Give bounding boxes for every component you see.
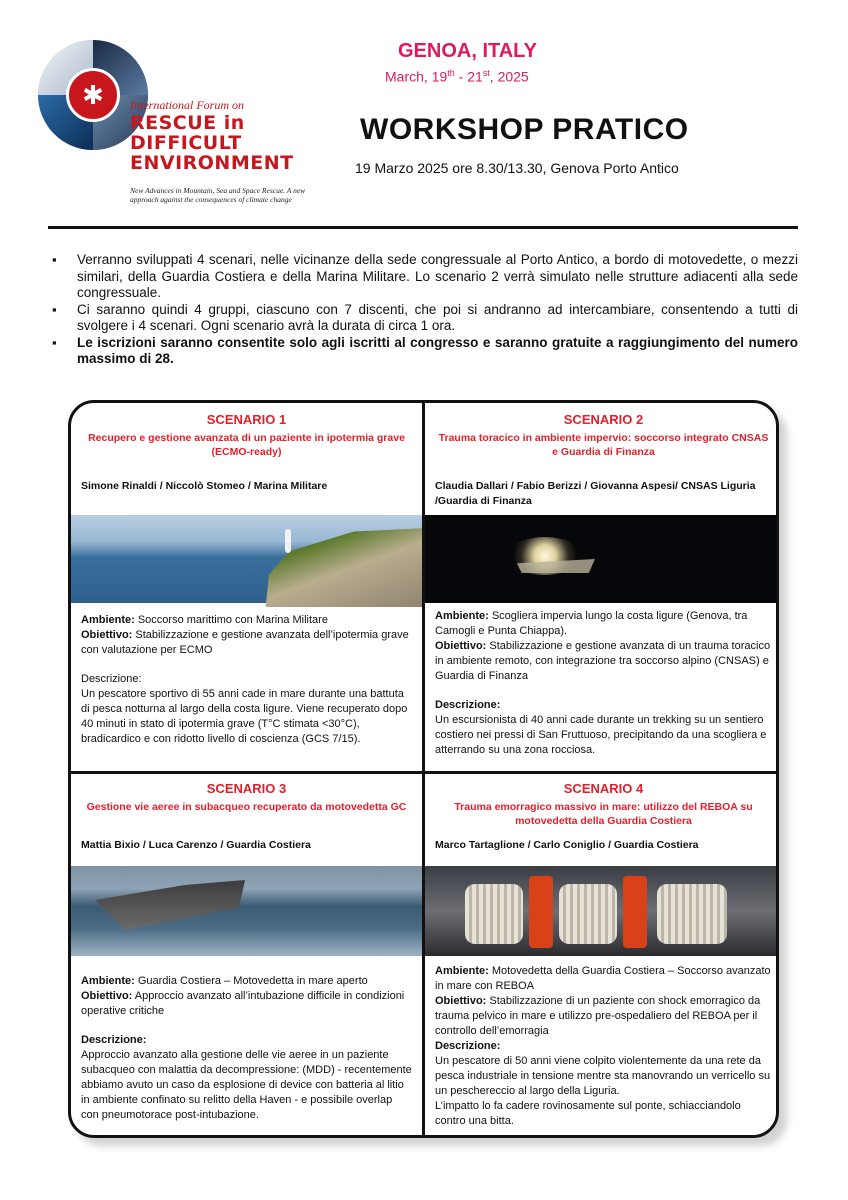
scenario-details: Ambiente: Motovedetta della Guardia Costiera – Soccorso avanzato in mare con REBOA Obiettivo: Stabilizzazione di un paziente con shock emorragico da trauma pelvico in mare e utilizzo pre-ospedaliero del REBOA per il controllo dell’emorragia Descrizione: Un pescatore di 50 anni viene colpito violentemente da una rete da pesca industriale in tensione mentre sta manovrando un verricello su un peschereccio al largo della Liguria. L’impatto lo fa cadere rovinosamente sul ponte, schiacciandolo contro una bitta. xyxy=(435,965,771,1127)
info-bullets xyxy=(52,252,798,368)
bullet-item: ▪ Verranno sviluppati 4 scenari, nelle vicinanze della sede congressuale al Porto Antico, a bordo di motovedette, o mezzi similari, della Guardia Costiera e della Marina Militare. Lo scenario 2 verrà simulato nelle strutture adiacenti alla sede congressuale. xyxy=(52,252,798,302)
scenario-instructors: Simone Rinaldi / Niccolò Stomeo / Marina Militare xyxy=(81,480,328,492)
forum-subtitle: New Advances in Mountain, Sea and Space Rescue. A new approach against the consequences of climate change xyxy=(130,186,306,204)
bullet-item: ▪ Ci saranno quindi 4 gruppi, ciascuno con 7 discenti, che poi si andranno ad intercambiare, consentendo a tutti di svolgere i 4 scenari. Ogni scenario avrà la durata di circa 1 ora. xyxy=(52,302,798,335)
forum-name: RESCUE in DIFFICULT ENVIRONMENT xyxy=(130,112,294,174)
scenario-details: Ambiente: Guardia Costiera – Motovedetta in mare aperto Obiettivo: Approccio avanzato all’intubazione difficile in condizioni operative critiche Descrizione: Approccio avanzato alla gestione delle vie aeree in un paziente subacqueo con malattia da decompressione: (MDD) - recentemente abbiamo avuto un caso da esplosione di device con batteria al litio in ambiente confinato su relitto della Haven - e possibile overlap con pneumotorace post-intubazione. xyxy=(81,975,412,1121)
scenario-details: Ambiente: Scogliera impervia lungo la costa ligure (Genova, tra Camogli e Punta Chiappa). Obiettivo: Stabilizzazione e gestione avanzata di un trauma toracico in ambiente remoto, con integrazione tra soccorso alpino (CNSAS) e Guardia di Finanza Descrizione: Un escursionista di 40 anni cade durante un trekking su un sentiero costiero nei pressi di San Fruttuoso, precipitando da una scogliera e atterrando su una zona rocciosa. xyxy=(435,610,771,756)
person-figure xyxy=(285,529,291,553)
star-of-life-icon: ✱ xyxy=(66,68,120,122)
event-city: GENOA, ITALY xyxy=(398,40,537,62)
scenario-subtitle: Trauma emorragico massivo in mare: utilizzo del REBOA su motovedetta della Guardia Costiera xyxy=(454,801,753,827)
cliff-shape xyxy=(252,525,422,607)
scenario-title: SCENARIO 2 xyxy=(563,412,644,427)
scenario-subtitle: Recupero e gestione avanzata di un paziente in ipotermia grave (ECMO-ready) xyxy=(88,432,405,458)
scenario-2-card xyxy=(425,403,779,771)
scenario-subtitle: Gestione vie aeree in subacqueo recuperato da motovedetta GC xyxy=(86,801,407,813)
scenario-grid xyxy=(68,400,779,1138)
forum-tagline: International Forum on xyxy=(130,98,244,112)
scenario-title: SCENARIO 4 xyxy=(563,781,644,796)
scenario-2-photo xyxy=(425,515,779,603)
scenario-4-card xyxy=(425,774,779,1138)
scenario-details: Ambiente: Soccorso marittimo con Marina Militare Obiettivo: Stabilizzazione e gestione avanzata dell’ipotermia grave con valutazione per ECMO Descrizione: Un pescatore sportivo di 55 anni cade in mare durante una battuta di pesca notturna al largo della costa ligure. Viene recuperato dopo 40 minuti in stato di ipotermia grave (T°C stimata <30°C), bradicardico e con ridotto livello di coscienza (GCS 7/15). xyxy=(81,614,409,745)
scenario-4-photo xyxy=(425,866,779,956)
scenario-title: SCENARIO 3 xyxy=(206,781,287,796)
scenario-3-photo xyxy=(71,866,422,956)
scenario-instructors: Mattia Bixio / Luca Carenzo / Guardia Costiera xyxy=(81,839,311,851)
winch-part xyxy=(623,876,647,948)
scenario-instructors: Marco Tartaglione / Carlo Coniglio / Guardia Costiera xyxy=(435,839,699,851)
page-title: WORKSHOP PRATICO xyxy=(360,113,689,146)
bullet-item: ▪ Le iscrizioni saranno consentite solo agli iscritti al congresso e saranno gratuite a raggiungimento del numero massimo di 28. xyxy=(52,335,798,368)
winch-part xyxy=(529,876,553,948)
scenario-instructors: Claudia Dallari / Fabio Berizzi / Giovanna Aspesi/ CNSAS Liguria /Guardia di Finanza xyxy=(435,480,756,507)
rope-reel xyxy=(465,884,523,944)
rope-reel xyxy=(657,884,727,944)
rope-reel xyxy=(559,884,617,944)
event-dates: March, 19th - 21st, 2025 xyxy=(385,68,529,85)
scenario-3-card xyxy=(71,774,422,1138)
scenario-title: SCENARIO 1 xyxy=(206,412,287,427)
scenario-1-card xyxy=(71,403,422,771)
scenario-subtitle: Trauma toracico in ambiente impervio: soccorso integrato CNSAS e Guardia di Finanza xyxy=(438,432,769,458)
shipwreck-shape xyxy=(95,880,245,930)
header-divider xyxy=(48,226,798,229)
scenario-1-photo xyxy=(71,515,422,603)
page-subtitle: 19 Marzo 2025 ore 8.30/13.30, Genova Porto Antico xyxy=(355,160,679,176)
